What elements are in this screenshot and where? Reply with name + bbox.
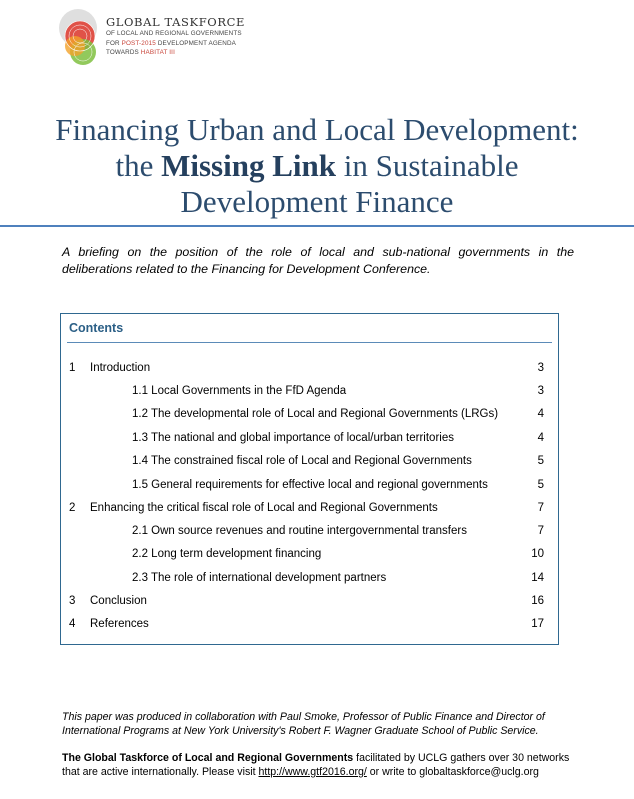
contents-box bbox=[60, 313, 559, 645]
gtf-logo-mark-icon bbox=[50, 6, 106, 72]
logo-line-3: TOWARDS HABITAT III bbox=[106, 49, 175, 56]
logo-line-2: FOR POST-2015 DEVELOPMENT AGENDA bbox=[106, 39, 236, 47]
toc-entry[interactable]: 1.1 Local Governments in the FfD Agenda 3 bbox=[132, 385, 544, 397]
toc-entry[interactable]: 3 Conclusion 16 bbox=[69, 595, 544, 607]
toc-entry[interactable]: 1.3 The national and global importance of local/urban territories 4 bbox=[132, 432, 544, 444]
footer-bold: The Global Taskforce of Local and Regional Governments bbox=[62, 752, 354, 764]
toc-entry[interactable]: 2.3 The role of international development partners 14 bbox=[132, 572, 544, 584]
toc-entry[interactable]: 1.5 General requirements for effective local and regional governments 5 bbox=[132, 479, 544, 491]
toc-entry[interactable]: 1.4 The constrained fiscal role of Local and Regional Governments 5 bbox=[132, 455, 544, 467]
gtf-logo bbox=[50, 6, 260, 72]
title-line-3: Development Finance bbox=[180, 184, 454, 219]
logo-name: GLOBAL TASKFORCE bbox=[106, 15, 245, 29]
toc-entry[interactable]: 2.1 Own source revenues and routine intergovernmental transfers 7 bbox=[132, 525, 544, 537]
contents-heading: Contents bbox=[69, 321, 124, 335]
title-divider bbox=[0, 225, 634, 227]
title-line-2: the Missing Link in Sustainable bbox=[115, 148, 519, 183]
footer-text: The Global Taskforce of Local and Regional Governments facilitated by UCLG gathers over 30 networks that are active internationally. Please visit http://www.gtf2016.org/ or write to globaltaskforce@uclg.org bbox=[62, 752, 570, 778]
contents-divider bbox=[67, 342, 552, 343]
collaboration-note: This paper was produced in collaboration with Paul Smoke, Professor of Public Finance and Director of International Programs at New York University's Robert F. Wagner Graduate School of Public Service. bbox=[62, 711, 545, 737]
toc-entry[interactable]: 2 Enhancing the critical fiscal role of Local and Regional Governments 7 bbox=[69, 502, 544, 514]
briefing-text: A briefing on the position of the role of local and sub-national governments in the deliberations related to the Financing for Development Conference. bbox=[62, 245, 574, 276]
title-line-1: Financing Urban and Local Development: bbox=[55, 112, 579, 147]
toc-entry[interactable]: 2.2 Long term development financing 10 bbox=[132, 548, 544, 560]
logo-line-1: OF LOCAL AND REGIONAL GOVERNMENTS bbox=[106, 30, 242, 37]
toc-entry[interactable]: 4 References 17 bbox=[69, 618, 544, 630]
document-title bbox=[0, 112, 634, 220]
toc-entry[interactable]: 1.2 The developmental role of Local and Regional Governments (LRGs) 4 bbox=[132, 408, 544, 420]
gtf-website-link[interactable]: http://www.gtf2016.org/ bbox=[258, 766, 367, 778]
toc-entry[interactable]: 1 Introduction 3 bbox=[69, 362, 544, 374]
